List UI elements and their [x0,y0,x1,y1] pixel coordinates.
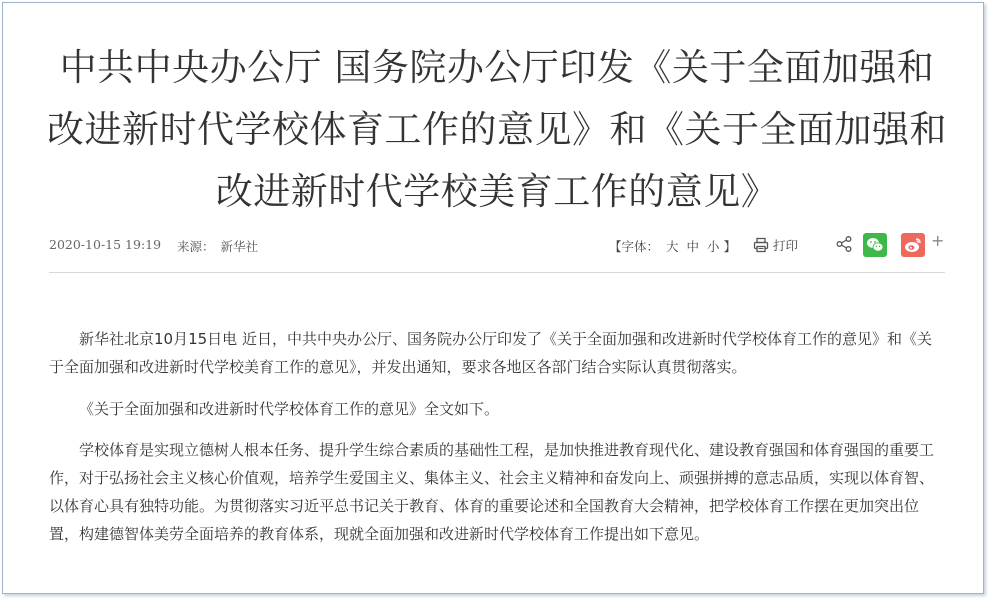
wechat-icon [863,233,887,257]
font-size-medium-button[interactable]: 中 [686,239,700,254]
font-size-close-bracket: 】 [723,239,737,254]
wechat-share-button[interactable] [863,233,887,257]
printer-icon [753,237,769,253]
article-frame [2,2,984,594]
source-label: 来源： [177,239,215,254]
print-label: 打印 [773,238,799,253]
paragraph-lead: 新华社北京10月15日电 近日，中共中央办公厅、国务院办公厅印发了《关于全面加强和改进新时代学校体育工作的意见》和《关于全面加强和改进新时代学校美育工作的意见》，并发出通知，要求各地区各部门结合实际认真贯彻落实。 [49,330,932,376]
publish-date: 2020-10-15 19:19 [49,237,162,252]
font-size-label: 【字体： [609,239,660,254]
paragraph-intro: 《关于全面加强和改进新时代学校体育工作的意见》全文如下。 [79,400,500,418]
share-icon[interactable] [835,235,853,253]
font-size-control [609,237,739,255]
paragraph-body: 学校体育是实现立德树人根本任务、提升学生综合素质的基础性工程，是加快推进教育现代化、建设教育强国和体育强国的重要工作，对于弘扬社会主义核心价值观，培养学生爱国主义、集体主义、社会主义精神和奋发向上、顽强拼搏的意志品质，实现以体育智、以体育心具有独特功能。为贯彻落实习近平总书记关于教育、体育的重要论述和全国教育大会精神，把学校体育工作摆在更加突出位置，构建德智体美劳全面培养的教育体系，现就全面加强和改进新时代学校体育工作提出如下意见。 [49,441,935,543]
font-size-small-button[interactable]: 小 [707,239,720,254]
font-size-large-button[interactable]: 大 [666,239,679,254]
article-body [49,325,945,560]
weibo-share-button[interactable] [901,233,925,257]
meta-divider [49,272,945,273]
more-share-button[interactable]: + [931,231,945,250]
article-meta-bar [49,233,945,257]
weibo-icon [901,233,925,257]
print-button[interactable] [753,234,798,256]
article-source [177,237,258,255]
source-value: 新华社 [220,239,259,254]
article-title: 中共中央办公厅 国务院办公厅印发《关于全面加强和改进新时代学校体育工作的意见》和《关于全面加强和改进新时代学校美育工作的意见》 [47,46,947,213]
